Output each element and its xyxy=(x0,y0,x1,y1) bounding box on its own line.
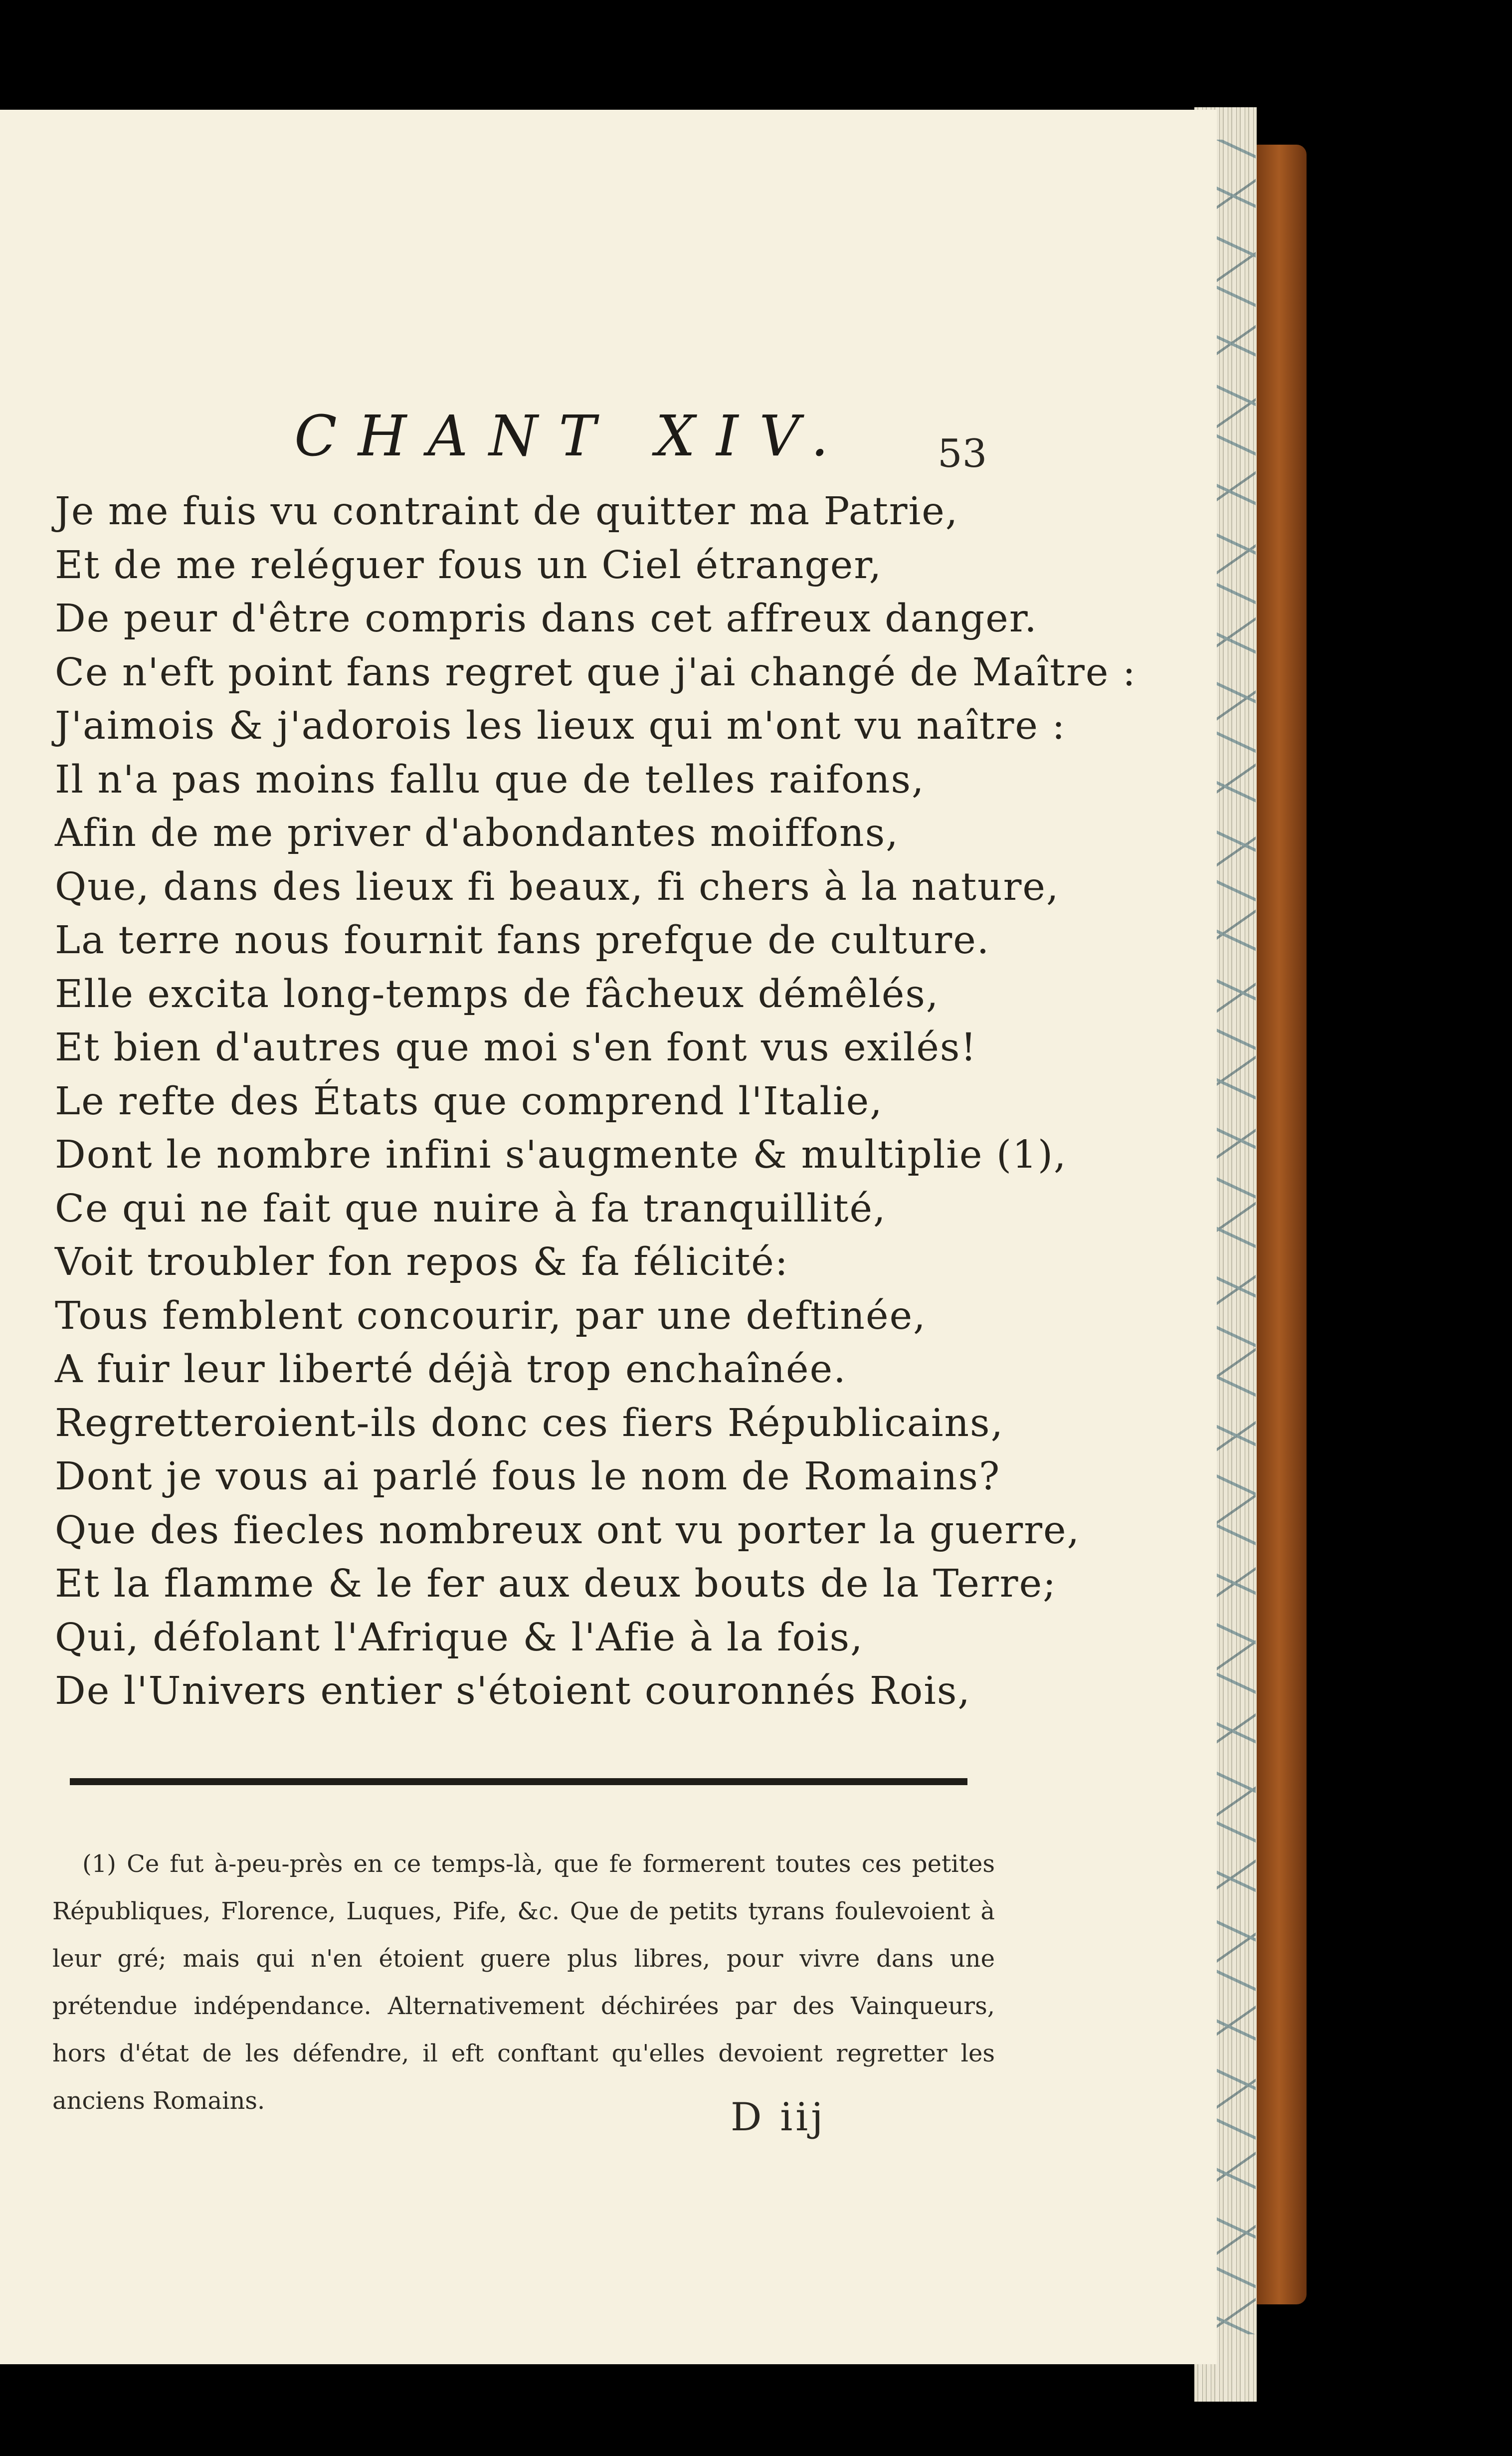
book-cover-edge xyxy=(1257,145,1307,2304)
verse-line: Qui, défolant l'Afrique & l'Afie à la fois, xyxy=(55,1615,864,1660)
verse-line: J'aimois & j'adorois les lieux qui m'ont vu naître : xyxy=(55,704,1066,748)
verse-line: Voit troubler fon repos & fa félicité: xyxy=(55,1240,789,1284)
verse-line: De peur d'être compris dans cet affreux danger. xyxy=(55,597,1038,641)
verse-line: Ce n'eft point fans regret que j'ai changé de Maître : xyxy=(55,650,1136,695)
page-number: 53 xyxy=(938,431,987,476)
verse-line: Et la flamme & le fer aux deux bouts de la Terre; xyxy=(55,1562,1057,1606)
verse-line: Et de me reléguer fous un Ciel étranger, xyxy=(55,543,883,588)
footnote-text: Ce fut à-peu-près en ce temps-là, que fe formerent toutes ces petites Républiques, Florence, Luques, Pife, &c. Que de petits tyrans foulevoient à leur gré; mais qui n'en étoient guere plus libres, pour vivre dans une prétendue indépendance. Alternativement déchirées par des Vainqueurs, hors d'état de les défendre, il eft conftant qu'elles devoient regretter les anciens Romains. xyxy=(52,1850,995,2115)
signature-mark: D iij xyxy=(731,2095,826,2140)
verse-line: La terre nous fournit fans prefque de culture. xyxy=(55,918,990,963)
verse-line: Dont je vous ai parlé fous le nom de Romains? xyxy=(55,1454,1001,1499)
verse-line: Regretteroient-ils donc ces fiers Républicains, xyxy=(55,1401,1004,1445)
footnote xyxy=(52,1841,995,2125)
verse-line: Afin de me priver d'abondantes moiffons, xyxy=(55,811,899,855)
verse-line: Dont le nombre infini s'augmente & multiplie (1), xyxy=(55,1133,1067,1177)
verse-line: A fuir leur liberté déjà trop enchaînée. xyxy=(55,1347,847,1392)
verse-line: Tous femblent concourir, par une deftinée, xyxy=(55,1293,927,1338)
verse-line: Et bien d'autres que moi s'en font vus exilés! xyxy=(55,1025,977,1070)
verse-line: Il n'a pas moins fallu que de telles raifons, xyxy=(55,757,925,802)
verse-line: Que, dans des lieux fi beaux, fi chers à la nature, xyxy=(55,864,1060,909)
verse-line: Le refte des États que comprend l'Italie, xyxy=(55,1079,883,1124)
footnote-rule xyxy=(70,1778,967,1785)
verse-line: Que des fiecles nombreux ont vu porter la guerre, xyxy=(55,1508,1081,1553)
verse-line: Elle excita long-temps de fâcheux démêlés, xyxy=(55,972,940,1017)
verse-line: Je me fuis vu contraint de quitter ma Patrie, xyxy=(55,489,959,534)
verse-line: Ce qui ne fait que nuire à fa tranquillité, xyxy=(55,1186,887,1231)
book-page xyxy=(0,110,1217,2364)
running-head: CHANT XIV. xyxy=(294,404,850,469)
verse-list xyxy=(55,485,1136,1718)
footnote-marker: (1) xyxy=(82,1850,116,1878)
verse-line: De l'Univers entier s'étoient couronnés Rois, xyxy=(55,1669,971,1713)
